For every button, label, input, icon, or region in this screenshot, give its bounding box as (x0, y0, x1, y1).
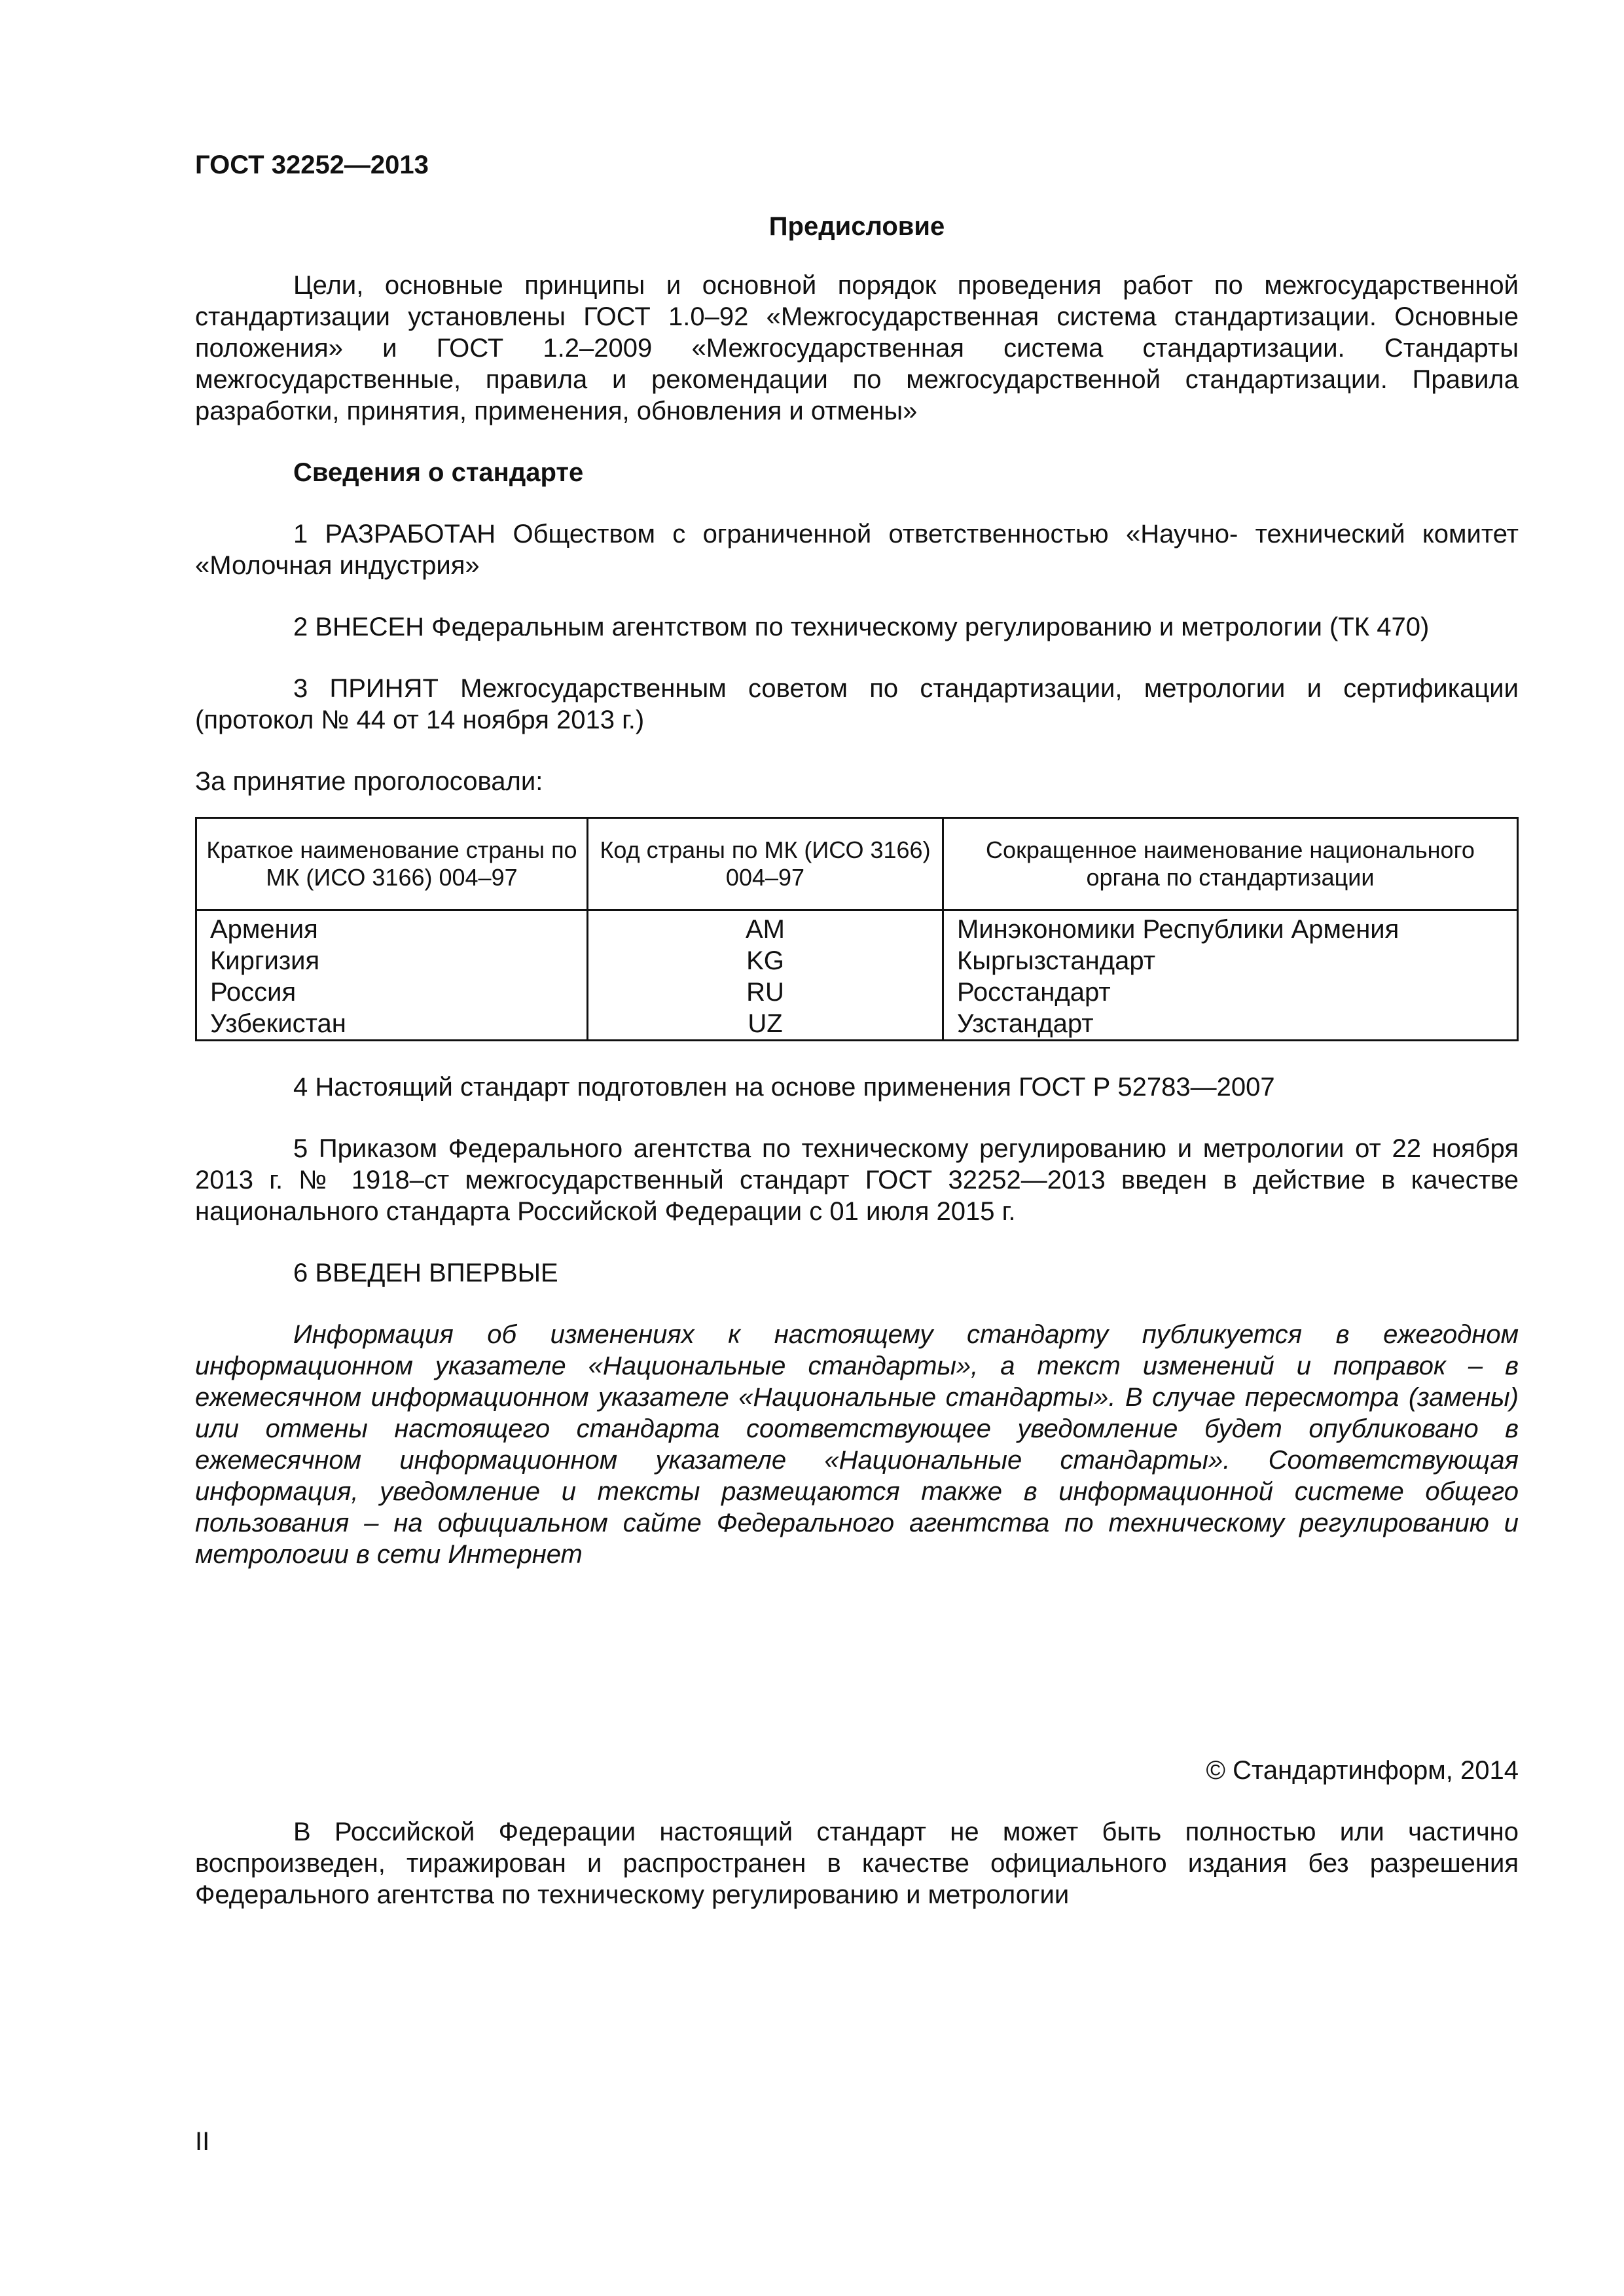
info-item-2: 2 ВНЕСЕН Федеральным агентством по техническому регулированию и метрологии (ТК 470) (293, 613, 1430, 641)
table-header-row (196, 818, 1518, 910)
page-content (195, 149, 1519, 1910)
cell-body: Минэкономики Республики Армения (943, 910, 1518, 946)
cell-country: Россия (196, 977, 588, 1008)
cell-code: UZ (588, 1008, 943, 1041)
foreword-body: Цели, основные принципы и основной порядок проведения работ по межгосударственной стандартизации установлены ГОСТ 1.0–92 «Межгосударственная система стандартизации. Основные положения» и ГОСТ 1.2–2009 «Межгосударственная система стандартизации. Стандарты межгосударственные, правила и рекомендации по межгосударственной стандартизации. Правила разработки, принятия, применения, обновления и отмены» (195, 271, 1519, 425)
rights-notice: В Российской Федерации настоящий стандарт не может быть полностью или частично воспроизведен, тиражирован и распространен в качестве официального издания без разрешения Федерального агентства по техническому регулированию и метрологии (195, 1818, 1519, 1909)
copyright: © Стандартинформ, 2014 (1206, 1756, 1519, 1785)
vote-intro: За принятие проголосовали: (195, 767, 543, 796)
table-row (196, 1008, 1518, 1041)
info-item-1: 1 РАЗРАБОТАН Обществом с ограниченной ответственностью «Научно- технический комитет «Молочная индустрия» (195, 520, 1519, 580)
table-row (196, 977, 1518, 1008)
changes-notice: Информация об изменениях к настоящему стандарту публикуется в ежегодном информационном указателе «Национальные стандарты», а текст изменений и поправок – в ежемесячном информационном указателе «Национальные стандарты». В случае пересмотра (замены) или отмены настоящего стандарта соответствующее уведомление будет опубликовано в ежемесячном информационном указателе «Национальные стандарты». Соответствующая информация, уведомление и тексты размещаются также в информационной системе общего пользования – на официальном сайте Федерального агентства по техническому регулированию и метрологии в сети Интернет (195, 1320, 1519, 1569)
table-row (196, 910, 1518, 946)
cell-code: AM (588, 910, 943, 946)
header-body: Сокращенное наименование национального органа по стандартизации (943, 818, 1518, 910)
foreword-title: Предисловие (768, 212, 945, 241)
cell-body: Узстандарт (943, 1008, 1518, 1041)
cell-code: RU (588, 977, 943, 1008)
header-code: Код страны по МК (ИСО 3166) 004–97 (588, 818, 943, 910)
cell-body: Кыргызстандарт (943, 945, 1518, 977)
cell-body: Росстандарт (943, 977, 1518, 1008)
info-item-3: 3 ПРИНЯТ Межгосударственным советом по стандартизации, метрологии и сертификации (протокол № 44 от 14 ноября 2013 г.) (195, 674, 1519, 734)
page-number: II (195, 2127, 210, 2156)
header-country: Краткое наименование страны по МК (ИСО 3166) 004–97 (196, 818, 588, 910)
info-item-6: 6 ВВЕДЕН ВПЕРВЫЕ (293, 1259, 558, 1287)
info-item-5: 5 Приказом Федерального агентства по техническому регулированию и метрологии от 22 ноября 2013 г. № 1918–ст межгосударственный стандарт ГОСТ 32252—2013 введен в действие в качестве национального стандарта Российской Федерации с 01 июля 2015 г. (195, 1134, 1519, 1226)
member-states-table (195, 817, 1519, 1041)
standard-info-title: Сведения о стандарте (293, 458, 584, 487)
info-item-4: 4 Настоящий стандарт подготовлен на основе применения ГОСТ Р 52783—2007 (293, 1073, 1275, 1102)
cell-country: Киргизия (196, 945, 588, 977)
cell-country: Армения (196, 910, 588, 946)
document-code: ГОСТ 32252—2013 (195, 151, 429, 179)
table-row (196, 945, 1518, 977)
cell-code: KG (588, 945, 943, 977)
cell-country: Узбекистан (196, 1008, 588, 1041)
